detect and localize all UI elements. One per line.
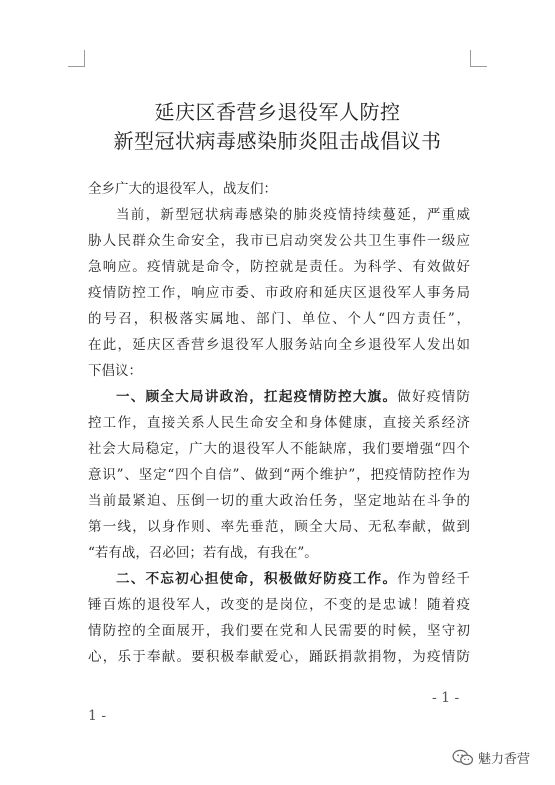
section2-line: 心，乐于奉献。要积极奉献爱心，踊跃捐款捐物，为疫情防 — [88, 649, 470, 665]
section1-last-line: “若有战，召必回；若有战，有我在”。 — [88, 545, 318, 561]
crop-mark-top-right — [470, 50, 487, 67]
section2-first-line-rest: 作为曾经千 — [397, 571, 470, 587]
crop-mark-top-left — [68, 50, 85, 67]
section1-first-line — [88, 384, 470, 410]
section1-line: 意识”、坚定“四个自信”、做到“两个维护”，把疫情防控作为 — [88, 467, 470, 483]
wechat-icon — [452, 749, 474, 767]
watermark-text: 魅力香营 — [478, 752, 531, 767]
salutation: 全乡广大的退役军人，战友们： — [88, 181, 277, 197]
section2-line: 锤百炼的退役军人，改变的是岗位，不变的是忠诚！随着疫 — [88, 597, 470, 613]
body-line: 下倡议： — [88, 363, 142, 379]
page-number-left: 1 - — [88, 708, 107, 724]
body-line: 急响应。疫情就是命令，防控就是责任。为科学、有效做好 — [88, 259, 470, 275]
section2-paragraph — [88, 592, 470, 670]
section2-line: 情防控的全面展开，我们要在党和人民需要的时候，坚守初 — [88, 623, 470, 639]
section1-paragraph — [88, 410, 470, 540]
section2-heading: 二、不忘初心担使命，积极做好防疫工作。 — [116, 571, 398, 587]
body-line: 胁人民群众生命安全，我市已启动突发公共卫生事件一级应 — [88, 233, 470, 249]
intro-paragraph — [88, 202, 470, 384]
section1-line: 控工作，直接关系人民生命安全和身体健康，直接关系经济 — [88, 415, 470, 431]
body-line: 当前，新型冠状病毒感染的肺炎疫情持续蔓延，严重威 — [116, 207, 470, 223]
section1-first-line-rest: 做好疫情防 — [397, 389, 470, 405]
section1-line: 当前最紧迫、压倒一切的重大政治任务，坚定地站在斗争的 — [88, 493, 470, 509]
page-number-right: - 1 - — [432, 690, 460, 706]
section1-heading: 一、顾全大局讲政治，扛起疫情防控大旗。 — [116, 389, 398, 405]
section1-line: 社会大局稳定，广大的退役军人不能缺席，我们要增强“四个 — [88, 441, 470, 457]
wechat-watermark — [452, 748, 530, 767]
document-title-line1: 延庆区香营乡退役军人防控 — [154, 100, 401, 124]
body-line: 的号召，积极落实属地、部门、单位、个人“四方责任”， — [88, 311, 470, 327]
document-title-line2: 新型冠状病毒感染肺炎阻击战倡议书 — [113, 129, 442, 153]
section1-line: 第一线，以身作则、率先垂范，顾全大局、无私奉献，做到 — [88, 519, 470, 535]
body-line: 疫情防控工作，响应市委、市政府和延庆区退役军人事务局 — [88, 285, 470, 301]
document-body — [88, 176, 470, 670]
section2-first-line — [88, 566, 470, 592]
body-line: 在此，延庆区香营乡退役军人服务站向全乡退役军人发出如 — [88, 337, 470, 353]
